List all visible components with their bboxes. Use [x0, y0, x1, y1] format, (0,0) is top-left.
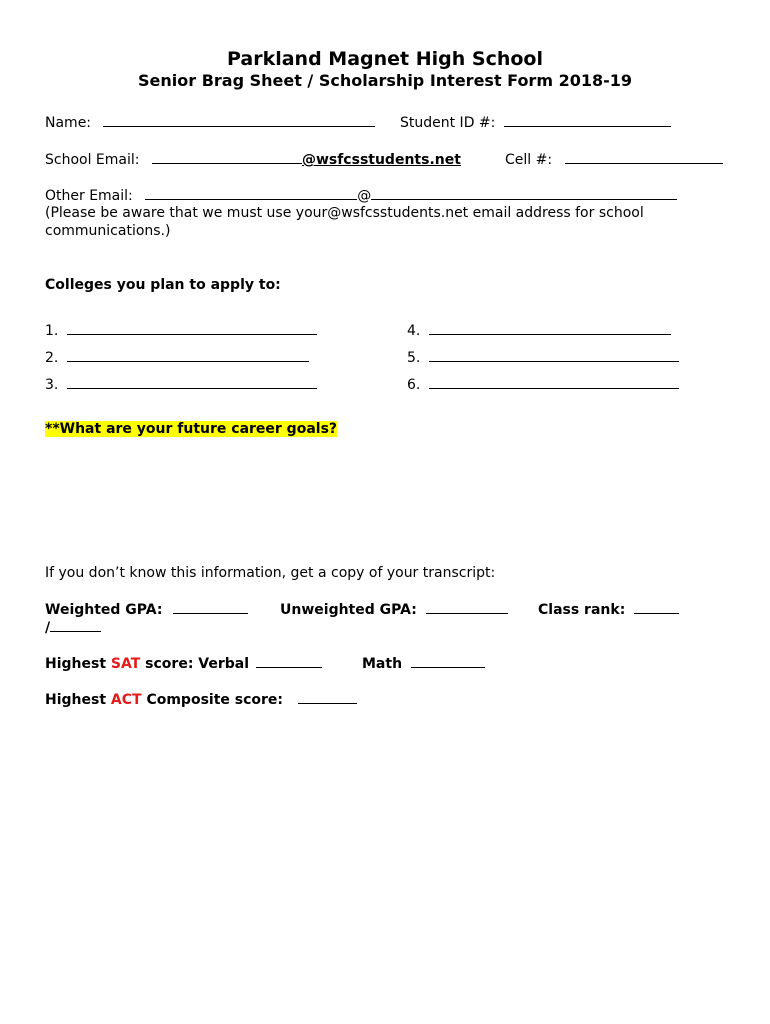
- weighted-gpa-row: [45, 600, 248, 619]
- transcript-note: If you don’t know this information, get a copy of your transcript:: [45, 565, 496, 581]
- college-number: 2.: [45, 350, 59, 366]
- college-field[interactable]: [67, 348, 309, 362]
- act-row: [45, 690, 357, 709]
- sat-word: SAT: [110, 656, 141, 672]
- sat-prefix: Highest: [45, 656, 107, 672]
- sat-suffix: score: Verbal: [145, 656, 250, 672]
- other-email-local-field[interactable]: [145, 186, 357, 200]
- career-question: [45, 420, 337, 438]
- cell-row: [505, 150, 723, 169]
- math-label: Math: [362, 656, 403, 672]
- college-item: [407, 375, 679, 394]
- email-domain: @wsfcsstudents.net: [301, 152, 461, 168]
- school-email-label: School Email:: [45, 152, 140, 168]
- student-id-row: [400, 113, 671, 132]
- name-label: Name:: [45, 115, 92, 131]
- cell-label: Cell #:: [505, 152, 553, 168]
- college-number: 3.: [45, 377, 59, 393]
- class-rank-slash: /: [45, 620, 51, 636]
- act-suffix: Composite score:: [146, 692, 284, 708]
- college-field[interactable]: [67, 375, 317, 389]
- act-word: ACT: [110, 692, 142, 708]
- unweighted-gpa-field[interactable]: [426, 600, 508, 614]
- school-email-row: [45, 150, 461, 169]
- college-item: [45, 348, 309, 367]
- weighted-gpa-field[interactable]: [173, 600, 248, 614]
- college-number: 5.: [407, 350, 421, 366]
- student-id-field[interactable]: [504, 113, 671, 127]
- class-rank-label: Class rank:: [538, 602, 626, 618]
- math-row: [362, 654, 485, 673]
- college-item: [45, 375, 317, 394]
- class-rank-total-field[interactable]: [50, 618, 101, 632]
- student-id-label: Student ID #:: [400, 115, 496, 131]
- college-field[interactable]: [429, 348, 679, 362]
- cell-field[interactable]: [565, 150, 723, 164]
- college-item: [407, 348, 679, 367]
- email-note: (Please be aware that we must use your@wsfcsstudents.net email address for school communications.): [45, 205, 644, 239]
- unweighted-gpa-label: Unweighted GPA:: [280, 602, 417, 618]
- at-sign: @: [357, 188, 372, 204]
- other-email-domain-field[interactable]: [371, 186, 677, 200]
- act-composite-field[interactable]: [298, 690, 357, 704]
- act-prefix: Highest: [45, 692, 107, 708]
- sat-math-field[interactable]: [411, 654, 485, 668]
- form-subtitle: Senior Brag Sheet / Scholarship Interest Form 2018-19: [137, 71, 632, 90]
- class-rank-field[interactable]: [634, 600, 679, 614]
- college-number: 6.: [407, 377, 421, 393]
- other-email-label: Other Email:: [45, 188, 133, 204]
- college-item: [45, 321, 317, 340]
- other-email-row: [45, 186, 677, 205]
- college-field[interactable]: [429, 375, 679, 389]
- name-row: [45, 113, 375, 132]
- career-question-text: **What are your future career goals?: [45, 421, 338, 437]
- college-number: 4.: [407, 323, 421, 339]
- class-rank-total-row: [45, 618, 101, 637]
- class-rank-row: [538, 600, 679, 619]
- weighted-gpa-label: Weighted GPA:: [45, 602, 163, 618]
- sat-verbal-field[interactable]: [256, 654, 322, 668]
- name-field[interactable]: [103, 113, 375, 127]
- colleges-heading: Colleges you plan to apply to:: [45, 277, 281, 293]
- college-field[interactable]: [67, 321, 317, 335]
- college-number: 1.: [45, 323, 59, 339]
- page-title: Parkland Magnet High School: [226, 48, 543, 70]
- school-email-field[interactable]: [152, 150, 302, 164]
- sat-row: [45, 654, 322, 673]
- unweighted-gpa-row: [280, 600, 508, 619]
- college-field[interactable]: [429, 321, 671, 335]
- college-item: [407, 321, 671, 340]
